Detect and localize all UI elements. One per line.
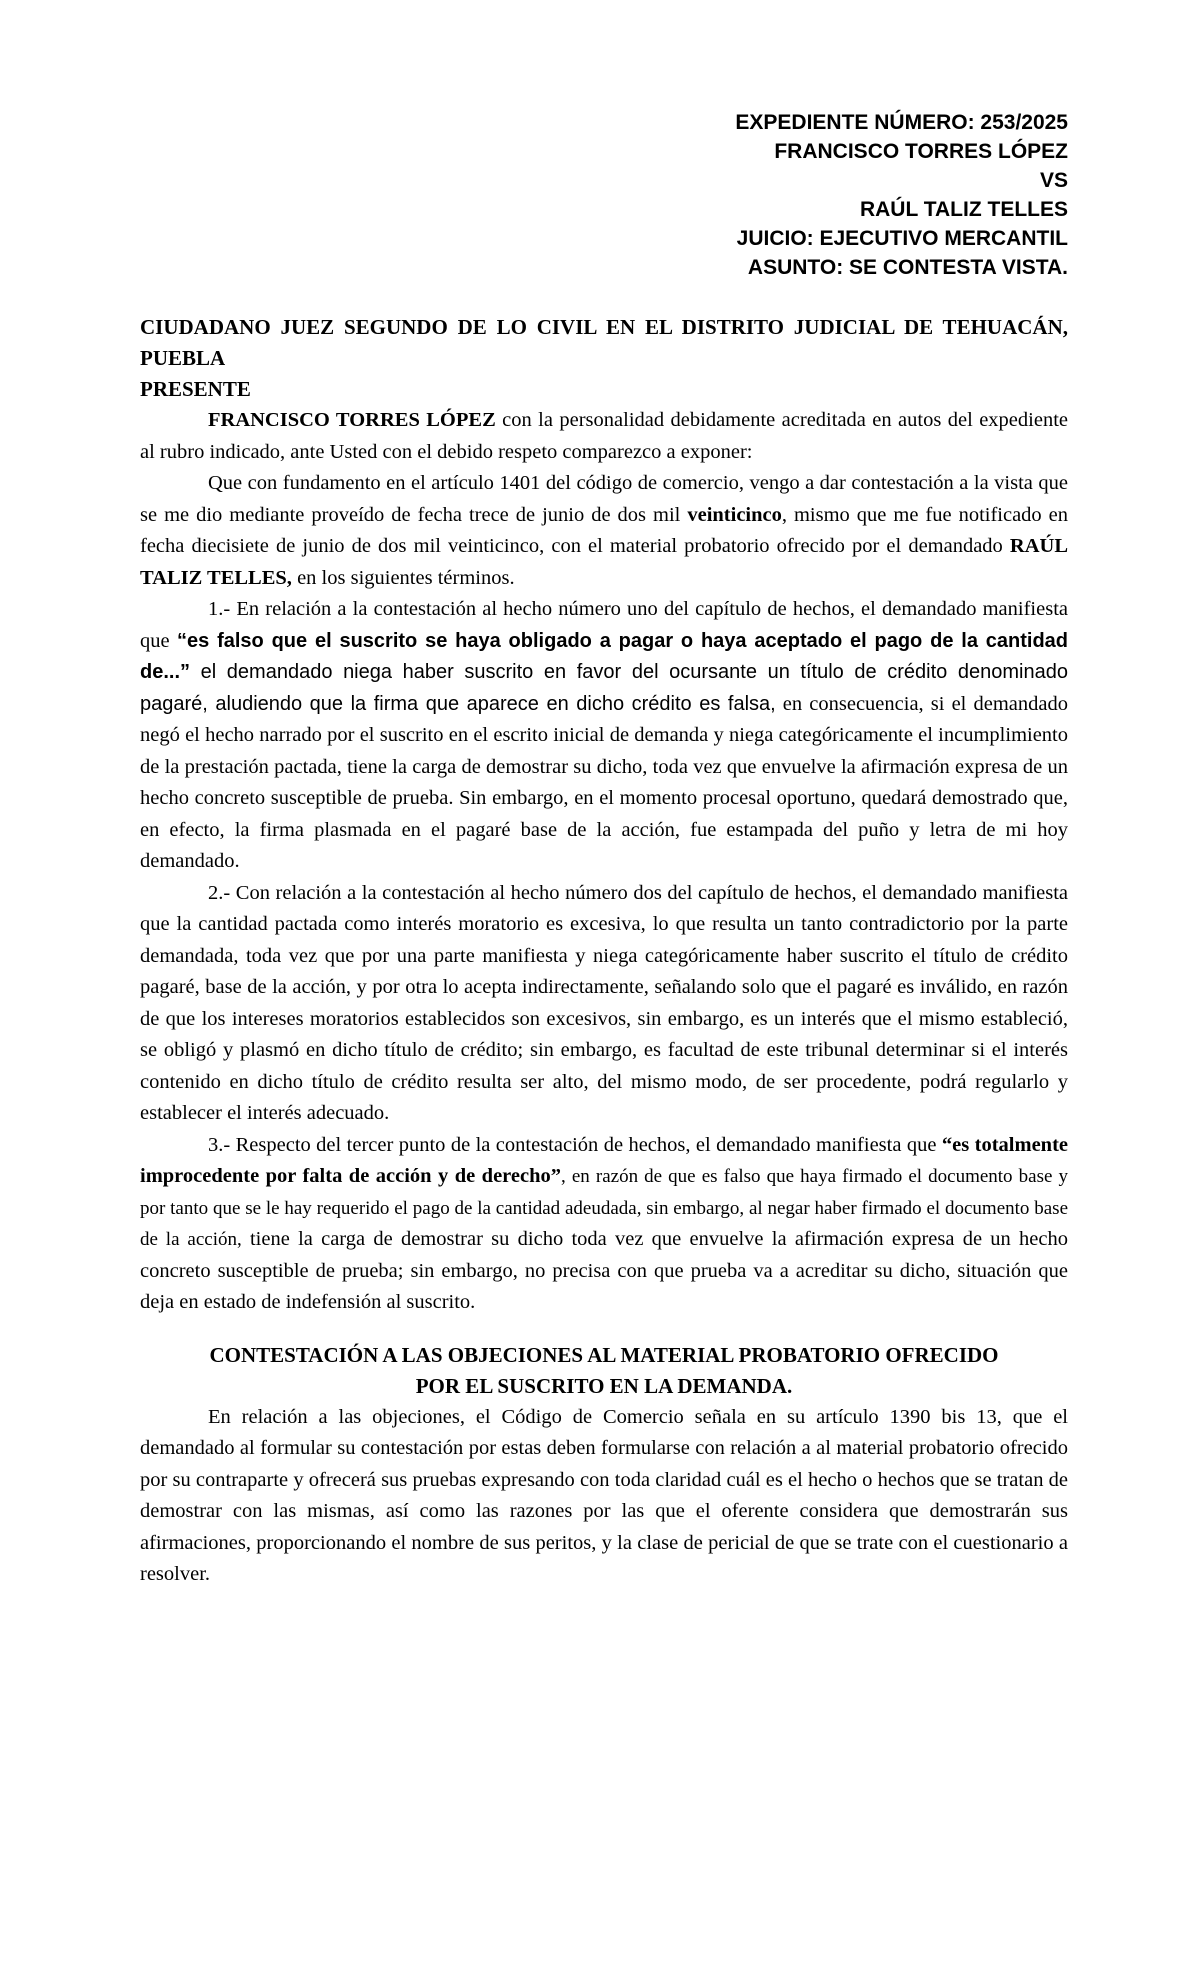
document-page: [140, 108, 1068, 1591]
p2-text-2: , mismo que me fue notificado en fecha diecisiete de junio de dos mil veinticinco, con el material probatorio ofrecido por el demandado: [140, 503, 1069, 557]
p2-bold-defendant: RAÚL TALIZ TELLES,: [140, 535, 1068, 589]
trial-type: JUICIO: EJECUTIVO MERCANTIL: [736, 227, 1068, 250]
point-3-paragraph: [140, 1130, 1068, 1319]
intro-text: con la personalidad debidamente acreditada en autos del expediente al rubro indicado, ante Usted con el debido respeto comparezco a exponer:: [140, 409, 1068, 463]
point3-small-text: , en razón de que es falso que haya firmado el documento base y por tanto que se le hay requerido el pago de la cantidad adeudada, sin embargo, al negar haber firmado el documento base de la acción,: [140, 1166, 1068, 1250]
section-heading: [140, 1340, 1068, 1402]
subject-line: ASUNTO: SE CONTESTA VISTA.: [747, 256, 1068, 279]
p2-text-3: en los siguientes términos.: [291, 566, 515, 589]
point-2-paragraph: 2.- Con relación a la contestación al hecho número dos del capítulo de hechos, el demandado manifiesta que la cantidad pactada como interés moratorio es excesiva, lo que resulta un tanto contradictorio por la parte demandada, toda vez que por una parte manifiesta y niega categóricamente haber suscrito el título de crédito pagaré, base de la acción, y por otra lo acepta indirectamente, señalando solo que el pagaré es inválido, en razón de que los intereses moratorios establecidos son excesivos, sin embargo, es un interés que el mismo estableció, se obligó y plasmó en dicho título de crédito; sin embargo, es facultad de este tribunal determinar si el interés contenido en dicho título de crédito resulta ser alto, del mismo modo, de ser procedente, podrá regularlo y establecer el interés adecuado.: [140, 881, 1068, 1124]
point1-text-1: 1.- En relación a la contestación al hecho número uno del capítulo de hechos, el demandado manifiesta que: [140, 598, 1068, 652]
point3-text-1: 3.- Respecto del tercer punto de la contestación de hechos, el demandado manifiesta que: [208, 1133, 942, 1156]
versus-label: VS: [1039, 169, 1068, 192]
section-heading-line-1: CONTESTACIÓN A LAS OBJECIONES AL MATERIAL PROBATORIO OFRECIDO: [209, 1342, 999, 1367]
intro-paragraph: [140, 405, 1068, 468]
addressee-judge: CIUDADANO JUEZ SEGUNDO DE LO CIVIL EN EL DISTRITO JUDICIAL DE TEHUACÁN, PUEBLA: [140, 315, 1068, 370]
objections-paragraph: En relación a las objeciones, el Código de Comercio señala en su artículo 1390 bis 13, que el demandado al formular su contestación por estas deben formularse con relación a al material probatorio ofrecido por su contraparte y ofrecerá sus pruebas expresando con toda claridad cuál es el hecho o hechos que se tratan de demostrar con las mismas, así como las razones por las que el oferente considera que demostrarán sus afirmaciones, proporcionando el nombre de sus peritos, y la clase de pericial de que se trate con el cuestionario a resolver.: [140, 1405, 1068, 1585]
point1-sans-text: el demandado niega haber suscrito en favor del ocursante un título de crédito denominado pagaré, aludiendo que la firma que aparece en dicho crédito es falsa,: [140, 661, 1068, 715]
case-header: [140, 108, 1068, 282]
addressee-block: [140, 312, 1068, 405]
p2-bold-year: veinticinco: [687, 503, 782, 526]
case-number: EXPEDIENTE NÚMERO: 253/2025: [735, 111, 1068, 134]
point1-text-2: en consecuencia, si el demandado negó el hecho narrado por el suscrito en el escrito inicial de demanda y niega categóricamente el incumplimiento de la prestación pactada, tiene la carga de demostrar su dicho, toda vez que envuelve la afirmación expresa de un hecho concreto susceptible de prueba. Sin embargo, en el momento procesal oportuno, quedará demostrado que, en efecto, la firma plasmada en el pagaré base de la acción, fue estampada del puño y letra de mi hoy demandado.: [140, 692, 1068, 872]
p2-text-1: Que con fundamento en el artículo 1401 del código de comercio, vengo a dar contestación a la vista que se me dio mediante proveído de fecha trece de junio de dos mil: [140, 472, 1068, 526]
point1-quote: “es falso que el suscrito se haya obligado a pagar o haya aceptado el pago de la cantidad de...”: [140, 629, 1068, 683]
section-heading-line-2: POR EL SUSCRITO EN LA DEMANDA.: [415, 1373, 793, 1398]
point-1-paragraph: [140, 594, 1068, 878]
paragraph-fundamento: [140, 468, 1068, 594]
point3-text-2: tiene la carga de demostrar su dicho toda vez que envuelve la afirmación expresa de un hecho concreto susceptible de prueba; sin embargo, no precisa con que prueba va a acreditar su dicho, situación que deja en estado de indefensión al suscrito.: [140, 1228, 1068, 1313]
addressee-presente: PRESENTE: [140, 377, 251, 401]
defendant-name: RAÚL TALIZ TELLES: [859, 198, 1068, 221]
plaintiff-name: FRANCISCO TORRES LÓPEZ: [774, 140, 1068, 163]
point3-quote: “es totalmente improcedente por falta de acción y de derecho”: [140, 1133, 1068, 1187]
intro-name: FRANCISCO TORRES LÓPEZ: [208, 409, 496, 431]
